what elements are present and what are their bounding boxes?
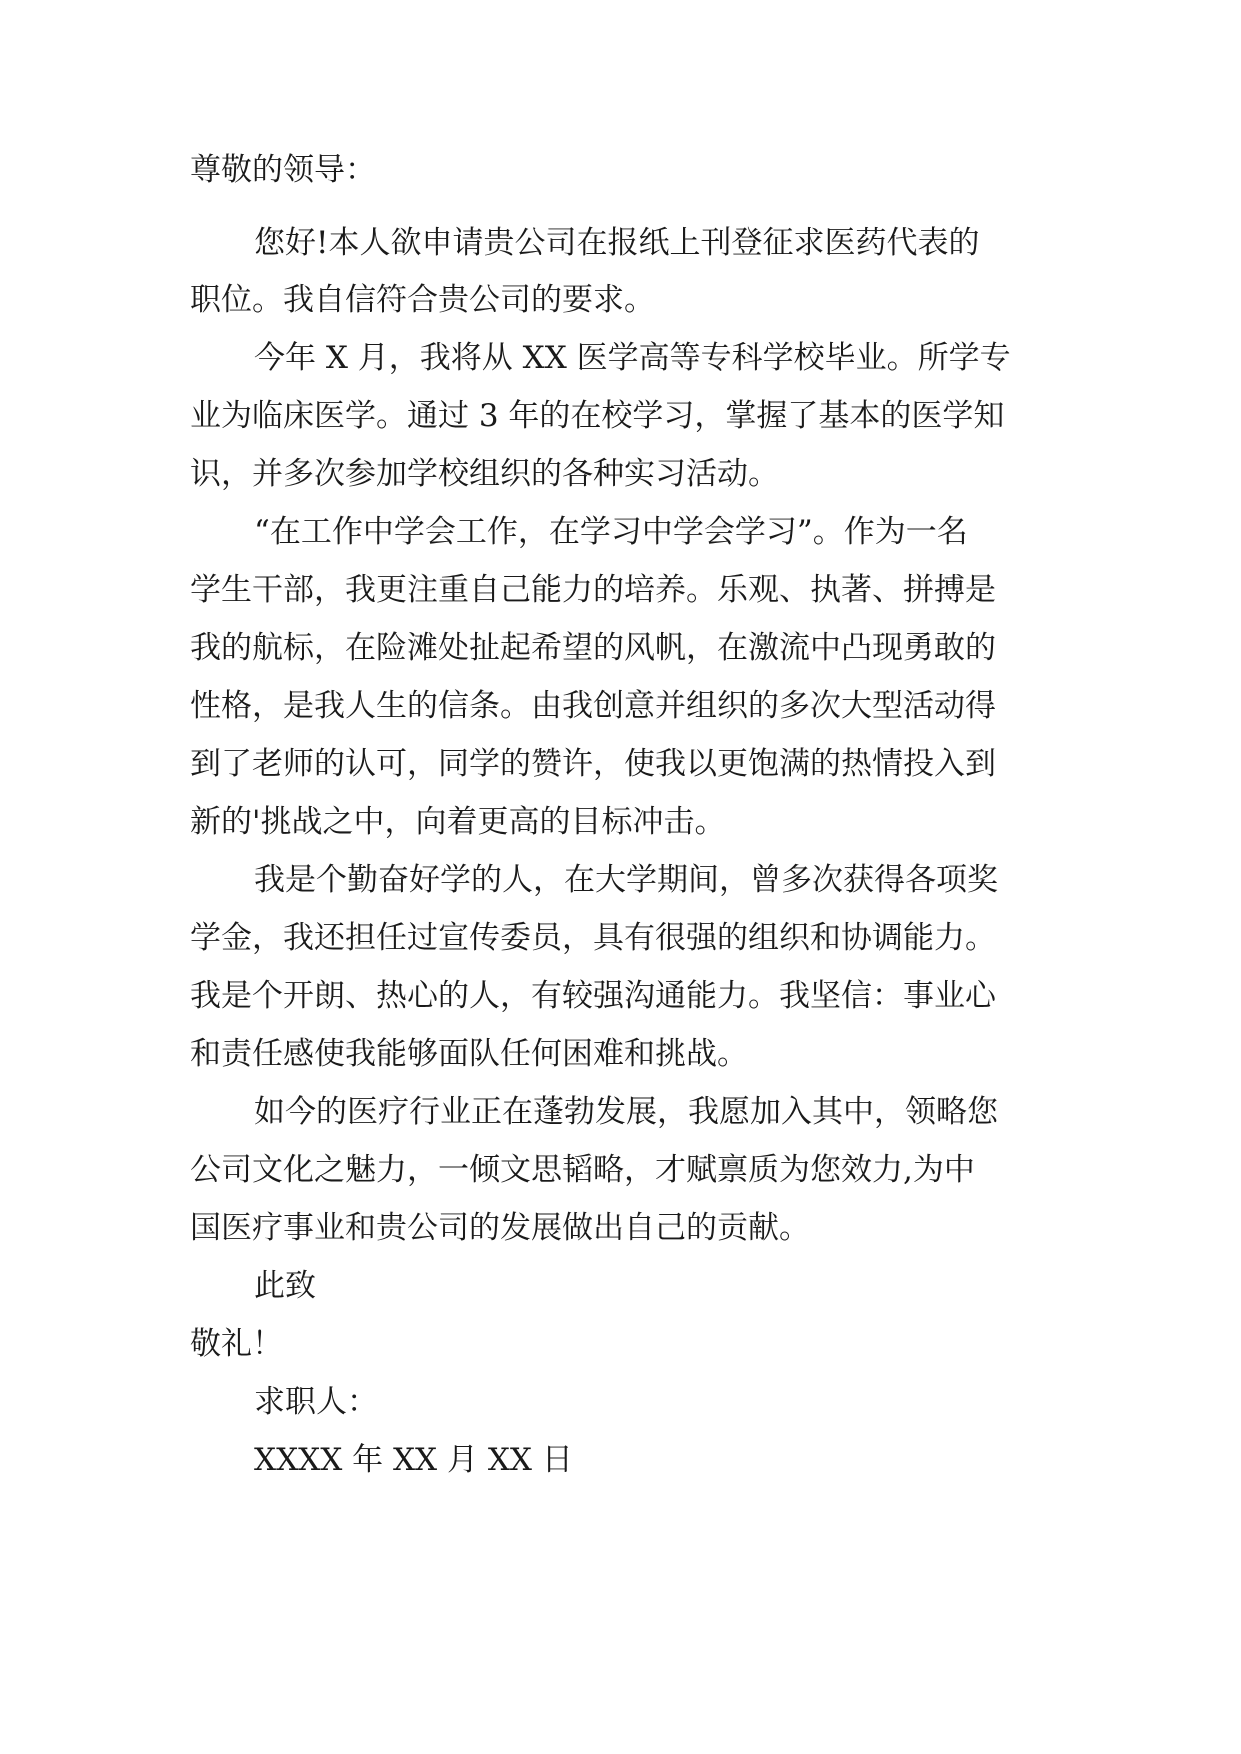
paragraph-2-line-2: 业为临床医学。通过 3 年的在校学习，掌握了基本的医学知 — [190, 398, 1005, 434]
paragraph-4-line-4: 和责任感使我能够面队任何困难和挑战。 — [190, 1036, 748, 1072]
paragraph-3-line-1: “在工作中学会工作，在学习中学会学习”。作为一名 — [254, 514, 968, 550]
paragraph-2-line-3: 识，并多次参加学校组织的各种实习活动。 — [190, 456, 779, 492]
paragraph-3-line-3: 我的航标，在险滩处扯起希望的风帆，在激流中凸现勇敢的 — [190, 630, 996, 666]
paragraph-1-line-1: 您好!本人欲申请贵公司在报纸上刊登征求医药代表的 — [254, 225, 980, 261]
letter-date: XXXX 年 XX 月 XX 日 — [254, 1442, 573, 1478]
salutation: 尊敬的领导： — [190, 152, 376, 188]
paragraph-3-line-5: 到了老师的认可，同学的赞许，使我以更饱满的热情投入到 — [190, 746, 996, 782]
paragraph-3-line-6: 新的'挑战之中，向着更高的目标冲击。 — [190, 804, 726, 840]
paragraph-3-line-2: 学生干部，我更注重自己能力的培养。乐观、执著、拼搏是 — [190, 572, 996, 608]
paragraph-5-line-1: 如今的医疗行业正在蓬勃发展，我愿加入其中，领略您 — [254, 1094, 998, 1130]
paragraph-5-line-3: 国医疗事业和贵公司的发展做出自己的贡献。 — [190, 1210, 810, 1246]
signature-label: 求职人： — [254, 1384, 378, 1420]
paragraph-4-line-3: 我是个开朗、热心的人，有较强沟通能力。我坚信：事业心 — [190, 978, 996, 1014]
paragraph-4-line-1: 我是个勤奋好学的人，在大学期间，曾多次获得各项奖 — [254, 862, 998, 898]
paragraph-1-line-2: 职位。我自信符合贵公司的要求。 — [190, 282, 655, 318]
paragraph-3-line-4: 性格，是我人生的信条。由我创意并组织的多次大型活动得 — [190, 688, 996, 724]
closing-jing-li: 敬礼！ — [190, 1326, 283, 1362]
paragraph-4-line-2: 学金，我还担任过宣传委员，具有很强的组织和协调能力。 — [190, 920, 996, 956]
paragraph-5-line-2: 公司文化之魅力，一倾文思韬略，才赋禀质为您效力,为中 — [190, 1152, 975, 1188]
paragraph-2-line-1: 今年 X 月，我将从 XX 医学高等专科学校毕业。所学专 — [254, 340, 1011, 376]
closing-ci-zhi: 此致 — [254, 1268, 316, 1304]
